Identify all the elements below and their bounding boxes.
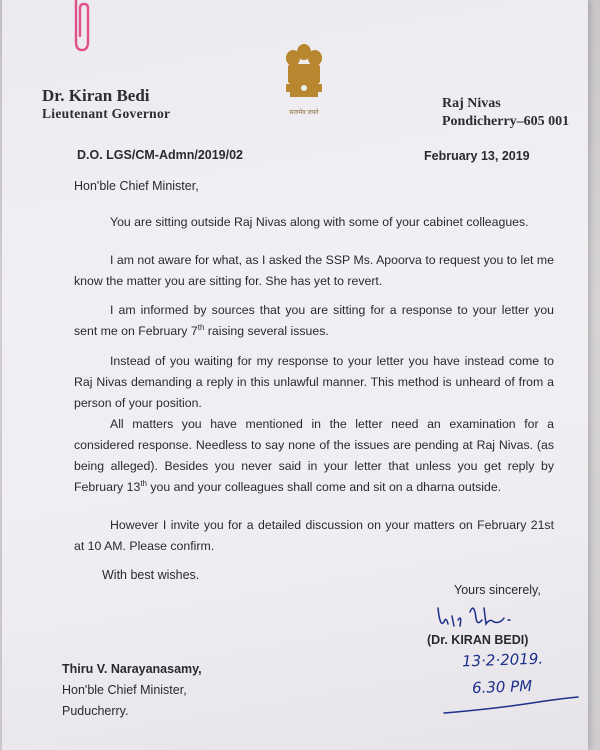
letter-date: February 13, 2019 (424, 149, 530, 163)
reference-number: D.O. LGS/CM-Admn/2019/02 (77, 148, 244, 162)
letterhead-name: Dr. Kiran Bedi (42, 86, 150, 105)
paragraph-6: However I invite you for a detailed discussion on your matters on February 21st at 10 AM. Please confirm. (74, 518, 554, 553)
paragraph-5-text-b: you and your colleagues shall come and sit on a dharna outside. (146, 480, 502, 494)
letter-page (2, 0, 588, 750)
signature-icon (430, 598, 540, 634)
paragraph-5 (74, 414, 554, 498)
superscript: th (197, 322, 205, 332)
address-line-1: Raj Nivas (442, 96, 501, 111)
yours-sincerely: Yours sincerely, (454, 583, 541, 597)
recipient-title: Hon'ble Chief Minister, (62, 683, 187, 697)
emblem-motto: सत्यमेव जयते (289, 110, 319, 116)
paragraph-2: I am not aware for what, as I asked the SSP Ms. Apoorva to request you to let me know the matter you are sitting for. She has yet to revert. (74, 253, 554, 288)
signatory-name: (Dr. KIRAN BEDI) (427, 633, 529, 647)
handwritten-time: 6.30 PM (471, 676, 533, 698)
paper-clip-icon (66, 0, 96, 54)
recipient-location: Puducherry. (62, 704, 129, 718)
paragraph-1: You are sitting outside Raj Nivas along with some of your cabinet colleagues. (110, 215, 529, 229)
superscript: th (140, 478, 147, 488)
recipient-name: Thiru V. Narayanasamy, (62, 662, 202, 676)
address-line-2: Pondicherry–605 001 (442, 114, 570, 129)
closing: With best wishes. (102, 568, 200, 582)
state-emblem-icon (278, 40, 330, 110)
handwritten-date: 13·2·2019. (461, 649, 544, 671)
paragraph-3-text-b: raising several issues. (204, 324, 329, 338)
handwritten-underline-icon (442, 695, 582, 717)
paragraph-3 (74, 300, 554, 342)
paragraph-5-text-a: All matters you have mentioned in the letter need an examination for a considered response. Needless to say none of the issues are pending at Raj Nivas. (as being alleged). Besides you never said in your letter that unless you get reply by February 13 (74, 417, 554, 494)
paragraph-4: Instead of you waiting for my response to your letter you have instead come to Raj Nivas demanding a reply in this unlawful manner. This method is unheard of from a person of your position. (74, 354, 554, 410)
letterhead-title: Lieutenant Governor (42, 106, 171, 121)
paragraph-3-text-a: I am informed by sources that you are sitting for a response to your letter you sent me on February 7 (74, 303, 554, 338)
salutation: Hon'ble Chief Minister, (74, 179, 199, 193)
